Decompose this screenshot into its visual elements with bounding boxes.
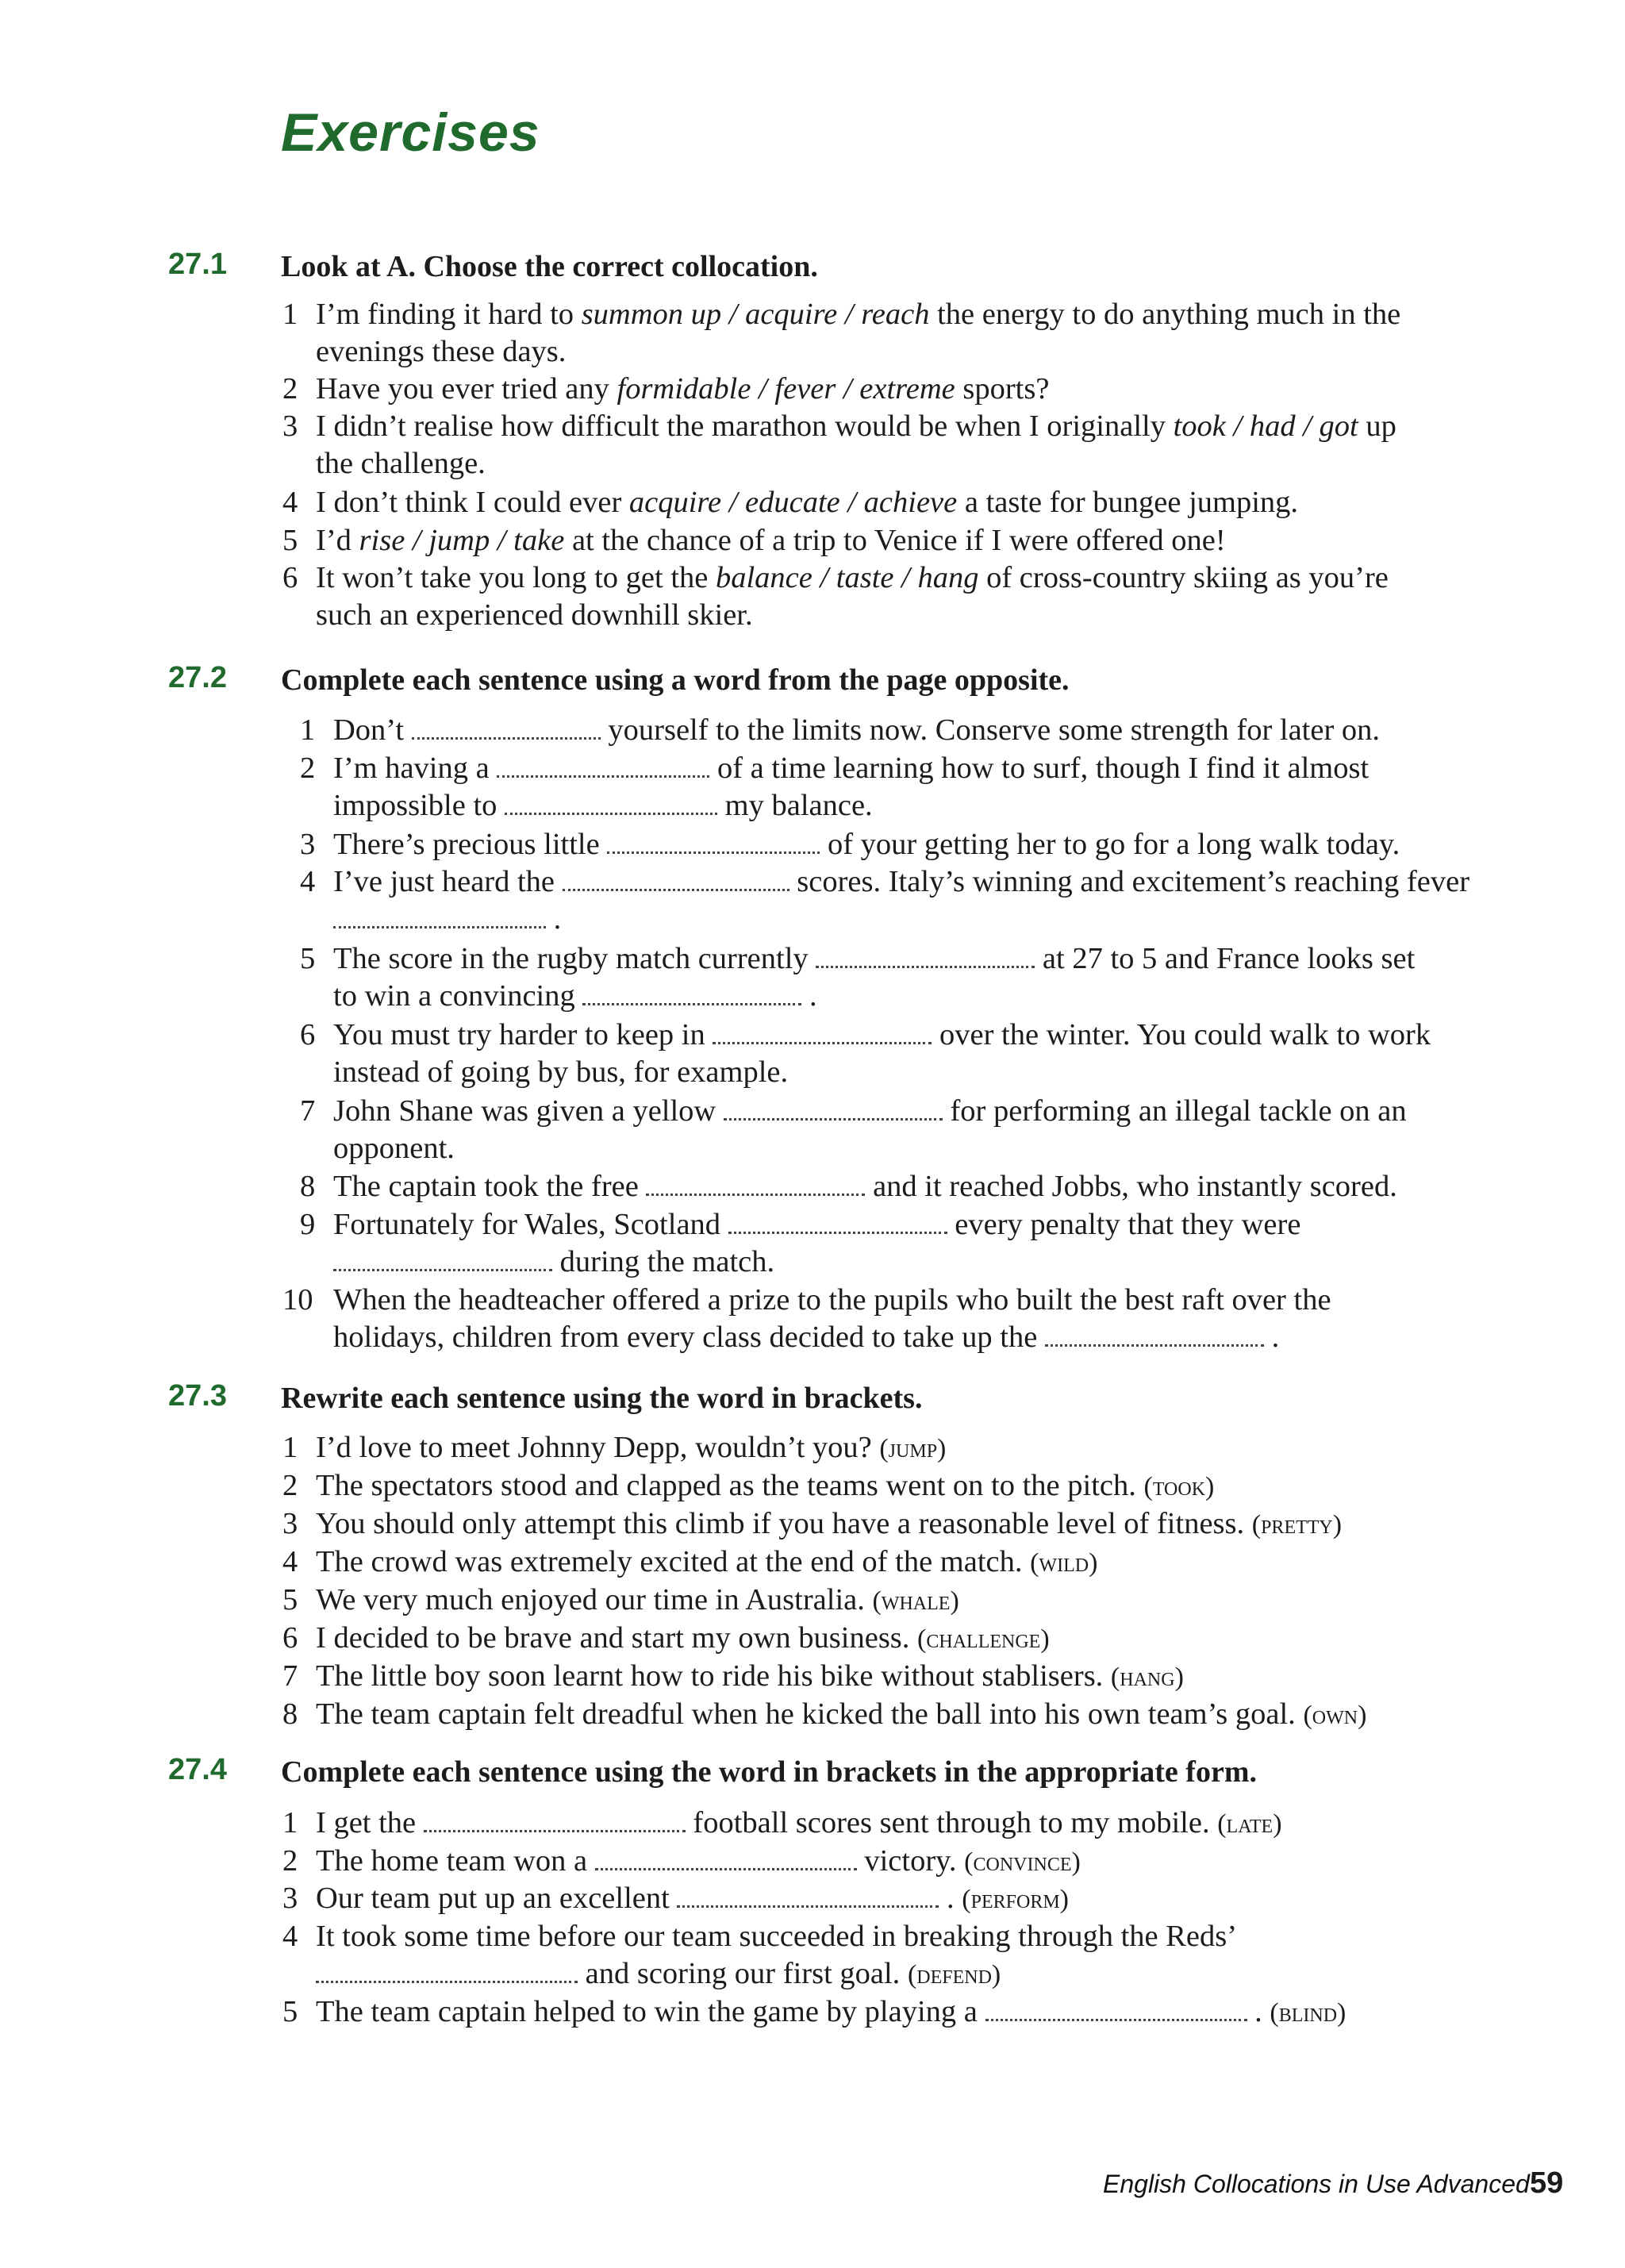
item-number: 8 <box>300 1170 316 1203</box>
bracket-word: (jump) <box>879 1434 947 1463</box>
answer-blank <box>713 1020 932 1044</box>
answer-options: summon up / acquire / reach <box>581 298 930 331</box>
answer-blank <box>607 829 820 854</box>
answer-blank <box>505 790 717 815</box>
answer-blank <box>646 1171 865 1196</box>
item-number: 1 <box>282 1806 298 1839</box>
item-number: 2 <box>282 372 298 406</box>
answer-blank <box>316 1959 578 1983</box>
answer-blank <box>333 904 546 928</box>
item-number: 1 <box>282 1431 298 1464</box>
answer-blank <box>333 1247 552 1271</box>
item-number: 2 <box>300 752 316 785</box>
bracket-word: (defend) <box>907 1960 1001 1989</box>
answer-blank <box>1045 1322 1264 1347</box>
item-number: 5 <box>282 1583 298 1616</box>
answer-blank <box>497 753 709 778</box>
answer-blank <box>563 867 789 891</box>
item-number: 6 <box>300 1018 316 1051</box>
item-number: 9 <box>300 1208 316 1241</box>
bracket-word: (late) <box>1217 1809 1282 1839</box>
bracket-word: (own) <box>1303 1701 1367 1730</box>
item-number: 2 <box>282 1844 298 1878</box>
item-number: 8 <box>282 1697 298 1731</box>
answer-blank <box>595 1846 857 1870</box>
item-number: 7 <box>300 1094 316 1128</box>
exercise-number: 27.4 <box>168 1753 227 1786</box>
item-number: 5 <box>300 942 316 975</box>
book-title: English Collocations in Use Advanced <box>1103 2170 1530 2198</box>
answer-blank <box>677 1883 939 1908</box>
answer-options: formidable / fever / extreme <box>617 372 955 406</box>
bracket-word: (took) <box>1143 1472 1215 1501</box>
item-number: 6 <box>282 1621 298 1655</box>
answer-blank <box>728 1209 947 1234</box>
bracket-word: (hang) <box>1110 1663 1184 1692</box>
exercise-instruction: Look at A. Choose the correct collocation. <box>281 250 818 283</box>
item-number: 10 <box>282 1283 313 1317</box>
item-number: 6 <box>282 561 298 594</box>
exercise-number: 27.1 <box>168 248 227 281</box>
bracket-word: (challenge) <box>917 1624 1050 1654</box>
answer-options: acquire / educate / achieve <box>628 486 958 519</box>
item-number: 5 <box>282 1995 298 2028</box>
answer-options: balance / taste / hang <box>715 561 979 594</box>
exercise-number: 27.3 <box>168 1379 227 1413</box>
bracket-word: (whale) <box>872 1586 959 1616</box>
item-number: 4 <box>282 1920 298 1953</box>
item-number: 3 <box>282 409 298 443</box>
item-number: 3 <box>282 1507 298 1540</box>
item-number: 2 <box>282 1469 298 1502</box>
page-number: 59 <box>1530 2166 1564 2200</box>
exercise-instruction: Rewrite each sentence using the word in brackets. <box>281 1382 923 1415</box>
answer-blank <box>985 1997 1247 2021</box>
bracket-word: (blind) <box>1270 1998 1346 2028</box>
bracket-word: (perform) <box>962 1885 1069 1914</box>
answer-blank <box>412 715 601 740</box>
item-number: 1 <box>300 713 316 747</box>
exercise-number: 27.2 <box>168 661 227 694</box>
item-number: 1 <box>282 298 298 331</box>
item-number: 3 <box>300 828 316 861</box>
exercise-instruction: Complete each sentence using the word in brackets in the appropriate form. <box>281 1755 1257 1789</box>
item-number: 4 <box>282 486 298 519</box>
item-number: 5 <box>282 524 298 557</box>
exercise-instruction: Complete each sentence using a word from the page opposite. <box>281 663 1070 697</box>
answer-blank <box>424 1808 686 1832</box>
bracket-word: (pretty) <box>1251 1510 1343 1540</box>
page-title: Exercises <box>281 102 540 163</box>
item-number: 4 <box>300 865 316 898</box>
answer-blank <box>724 1096 943 1121</box>
item-number: 7 <box>282 1659 298 1693</box>
answer-blank <box>582 981 801 1005</box>
answer-options: took / had / got <box>1173 409 1358 443</box>
answer-blank <box>816 944 1035 968</box>
item-number: 4 <box>282 1545 298 1578</box>
item-number: 3 <box>282 1882 298 1915</box>
answer-options: rise / jump / take <box>359 524 565 557</box>
bracket-word: (wild) <box>1030 1548 1098 1578</box>
bracket-word: (convince) <box>964 1847 1081 1877</box>
